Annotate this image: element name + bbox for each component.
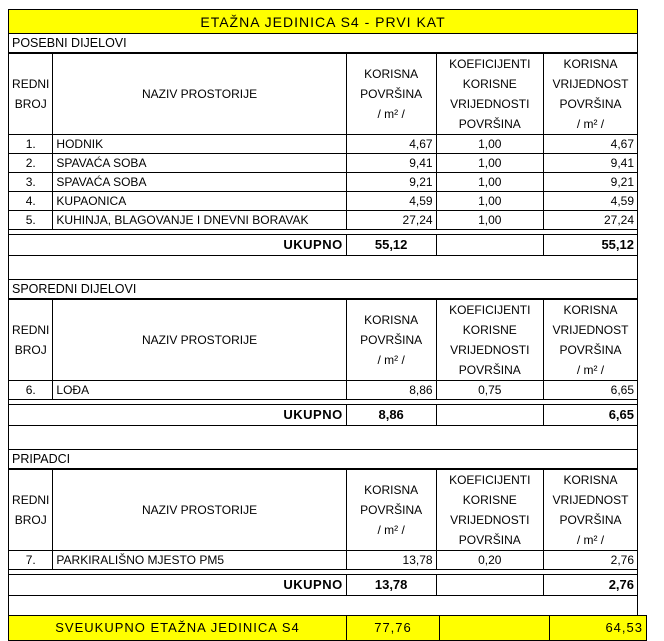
total-coef-blank [436, 405, 543, 426]
header-row [9, 54, 638, 135]
header-vrijednost [543, 54, 637, 135]
room-value: 4,59 [543, 192, 637, 211]
section-heading: PRIPADCI [8, 450, 638, 469]
row-number: 7. [9, 551, 53, 570]
row-number: 5. [9, 211, 53, 230]
header-koeficijenti-line: VRIJEDNOSTI [450, 513, 530, 527]
header-row [9, 470, 638, 551]
header-koeficijenti-line: POVRŠINA [458, 117, 521, 131]
unit-area-sheet [8, 9, 643, 641]
header-koeficijenti [436, 54, 543, 135]
room-coefficient: 1,00 [436, 154, 543, 173]
header-povrsina-line: / m² / [377, 353, 405, 367]
room-name: KUHINJA, BLAGOVANJE I DNEVNI BORAVAK [53, 211, 346, 230]
header-koeficijenti-line: VRIJEDNOSTI [450, 97, 530, 111]
header-koeficijenti [436, 300, 543, 381]
room-coefficient: 0,75 [436, 381, 543, 400]
header-povrsina-line: KORISNA [364, 483, 419, 497]
header-povrsina-line: POVRŠINA [360, 333, 423, 347]
header-koeficijenti-line: KORISNE [462, 77, 517, 91]
header-vrijednost-line: KORISNA [563, 473, 618, 487]
header-povrsina [346, 54, 436, 135]
row-number: 4. [9, 192, 53, 211]
row-number: 3. [9, 173, 53, 192]
room-name: HODNIK [53, 135, 346, 154]
table-row [9, 135, 638, 154]
row-number: 6. [9, 381, 53, 400]
section-heading: POSEBNI DIJELOVI [8, 34, 638, 53]
header-row [9, 300, 638, 381]
room-coefficient: 1,00 [436, 135, 543, 154]
total-coef-blank [436, 575, 543, 596]
room-value: 9,21 [543, 173, 637, 192]
room-area: 27,24 [346, 211, 436, 230]
total-area: 55,12 [346, 235, 436, 256]
header-povrsina-line: / m² / [377, 523, 405, 537]
header-vrijednost-line: / m² / [576, 533, 605, 547]
total-row [9, 575, 638, 596]
header-naziv: NAZIV PROSTORIJE [53, 470, 346, 551]
room-value: 6,65 [543, 381, 637, 400]
grand-total-coef-blank [440, 616, 550, 641]
header-redni-broj-line: REDNI [12, 77, 50, 91]
room-name: PARKIRALIŠNO MJESTO PM5 [53, 551, 346, 570]
header-vrijednost-line: VRIJEDNOST [552, 493, 629, 507]
total-row [9, 235, 638, 256]
section-table [8, 53, 638, 256]
room-area: 13,78 [346, 551, 436, 570]
header-koeficijenti-line: POVRŠINA [458, 533, 521, 547]
header-koeficijenti-line: KORISNE [462, 323, 517, 337]
sheet-title: ETAŽNA JEDINICA S4 - PRVI KAT [8, 9, 638, 34]
section-spacer [8, 256, 638, 280]
room-coefficient: 0,20 [436, 551, 543, 570]
total-value: 2,76 [543, 575, 637, 596]
room-name: SPAVAĆA SOBA [53, 154, 346, 173]
header-koeficijenti-line: POVRŠINA [458, 363, 521, 377]
header-vrijednost-line: KORISNA [563, 57, 618, 71]
header-vrijednost-line: / m² / [576, 363, 605, 377]
room-coefficient: 1,00 [436, 173, 543, 192]
header-povrsina-line: KORISNA [364, 67, 419, 81]
header-povrsina [346, 470, 436, 551]
header-koeficijenti [436, 470, 543, 551]
header-naziv: NAZIV PROSTORIJE [53, 300, 346, 381]
header-koeficijenti-line: KOEFICIJENTI [449, 303, 531, 317]
grand-total-value: 64,53 [550, 616, 647, 641]
section-table [8, 469, 638, 596]
header-redni-broj-line: REDNI [12, 493, 50, 507]
section-spacer [8, 426, 638, 450]
header-povrsina [346, 300, 436, 381]
total-label: UKUPNO [9, 235, 347, 256]
grand-total-area: 77,76 [347, 616, 440, 641]
total-row [9, 405, 638, 426]
room-area: 4,59 [346, 192, 436, 211]
header-povrsina-line: / m² / [377, 107, 405, 121]
total-label: UKUPNO [9, 575, 347, 596]
header-vrijednost-line: POVRŠINA [559, 343, 622, 357]
room-value: 2,76 [543, 551, 637, 570]
total-area: 13,78 [346, 575, 436, 596]
table-row [9, 211, 638, 230]
sections-container [8, 34, 638, 615]
room-coefficient: 1,00 [436, 211, 543, 230]
header-vrijednost [543, 300, 637, 381]
header-vrijednost-line: KORISNA [563, 303, 618, 317]
header-koeficijenti-line: KOEFICIJENTI [449, 473, 531, 487]
room-area: 9,41 [346, 154, 436, 173]
table-row [9, 381, 638, 400]
table-row [9, 173, 638, 192]
header-redni-broj-line: REDNI [12, 323, 50, 337]
header-vrijednost-line: POVRŠINA [559, 97, 622, 111]
header-koeficijenti-line: VRIJEDNOSTI [450, 343, 530, 357]
room-area: 8,86 [346, 381, 436, 400]
room-area: 9,21 [346, 173, 436, 192]
section-table [8, 299, 638, 426]
total-value: 55,12 [543, 235, 637, 256]
header-povrsina-line: POVRŠINA [360, 503, 423, 517]
header-naziv: NAZIV PROSTORIJE [53, 54, 346, 135]
total-label: UKUPNO [9, 405, 347, 426]
header-redni-broj-line: BROJ [14, 343, 47, 357]
room-value: 9,41 [543, 154, 637, 173]
header-vrijednost [543, 470, 637, 551]
header-redni-broj [9, 470, 53, 551]
room-coefficient: 1,00 [436, 192, 543, 211]
row-number: 1. [9, 135, 53, 154]
room-value: 27,24 [543, 211, 637, 230]
grand-total-row [8, 615, 647, 641]
section-heading: SPOREDNI DIJELOVI [8, 280, 638, 299]
header-redni-broj [9, 300, 53, 381]
table-row [9, 154, 638, 173]
room-name: SPAVAĆA SOBA [53, 173, 346, 192]
header-koeficijenti-line: KOEFICIJENTI [449, 57, 531, 71]
header-redni-broj-line: BROJ [14, 513, 47, 527]
header-redni-broj-line: BROJ [14, 97, 47, 111]
section-spacer [8, 596, 638, 615]
header-vrijednost-line: POVRŠINA [559, 513, 622, 527]
row-number: 2. [9, 154, 53, 173]
header-vrijednost-line: / m² / [576, 117, 605, 131]
room-name: LOĐA [53, 381, 346, 400]
total-value: 6,65 [543, 405, 637, 426]
header-koeficijenti-line: KORISNE [462, 493, 517, 507]
header-redni-broj [9, 54, 53, 135]
grand-total-label: SVEUKUPNO ETAŽNA JEDINICA S4 [9, 616, 347, 641]
room-value: 4,67 [543, 135, 637, 154]
total-area: 8,86 [346, 405, 436, 426]
total-coef-blank [436, 235, 543, 256]
header-povrsina-line: KORISNA [364, 313, 419, 327]
room-area: 4,67 [346, 135, 436, 154]
table-row [9, 551, 638, 570]
header-vrijednost-line: VRIJEDNOST [552, 77, 629, 91]
table-row [9, 192, 638, 211]
header-vrijednost-line: VRIJEDNOST [552, 323, 629, 337]
header-povrsina-line: POVRŠINA [360, 87, 423, 101]
room-name: KUPAONICA [53, 192, 346, 211]
